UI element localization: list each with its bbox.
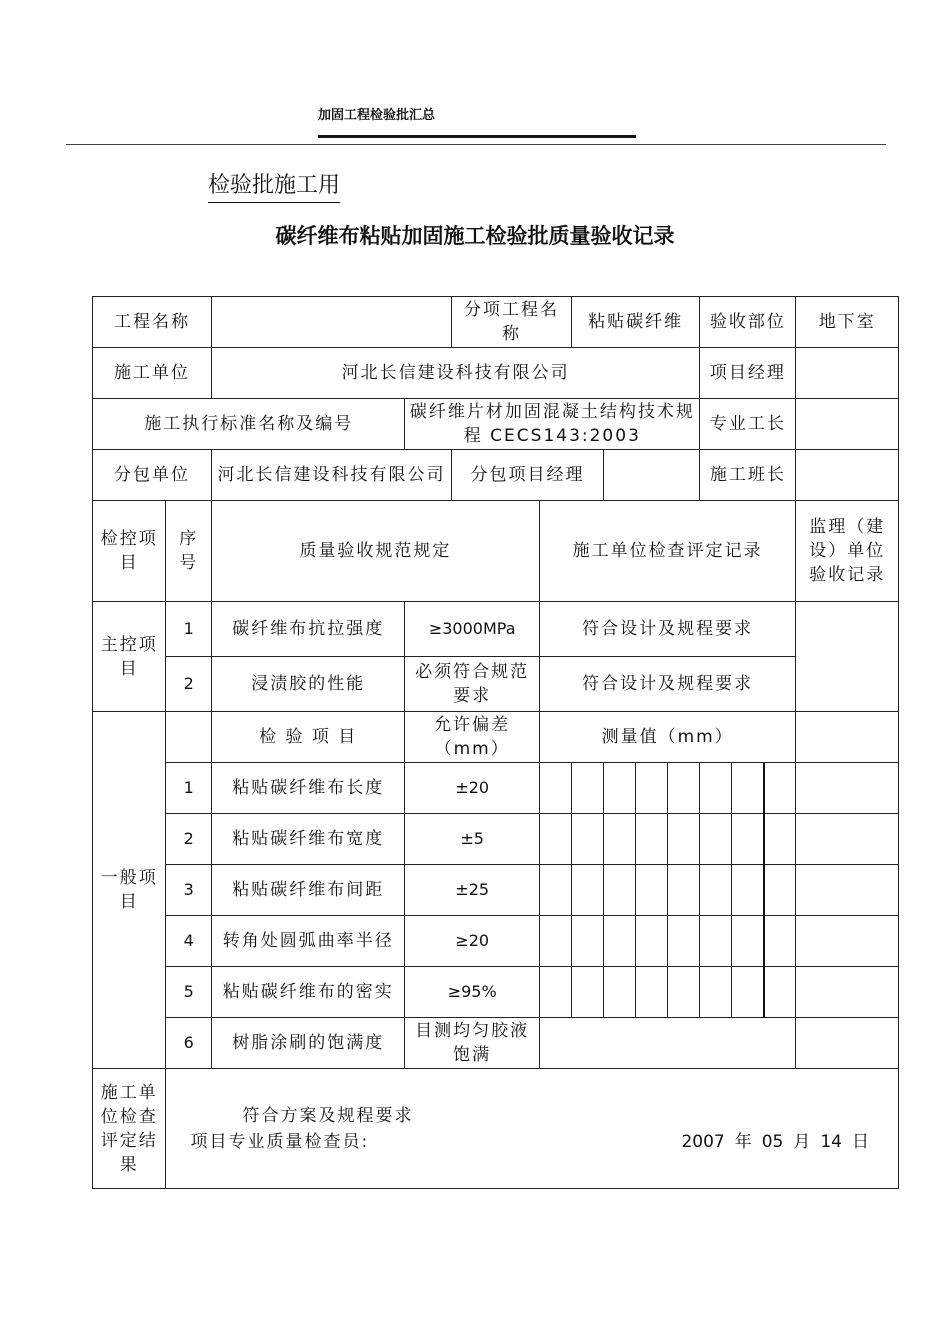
running-header: 加固工程检验批汇总: [318, 108, 436, 123]
check-item-header: 检控项目: [93, 501, 166, 602]
sub-project-label: 分项工程名称: [451, 297, 571, 348]
contractor-label: 施工单位: [93, 348, 212, 399]
general-supervisor-cell: [796, 814, 899, 865]
general-row: [93, 814, 899, 865]
general-row: [93, 916, 899, 967]
measure-cell: [764, 916, 796, 967]
main-control-label: 主控项目: [93, 602, 166, 712]
date-month: 05: [761, 1131, 784, 1152]
main-requirement-cell: ≥3000MPa: [405, 602, 539, 657]
measure-cell: [604, 865, 636, 916]
general-tolerance-cell: 目测均匀胶液饱满: [405, 1018, 539, 1069]
acceptance-part-label: 验收部位: [700, 297, 796, 348]
info-row-project: [93, 297, 899, 348]
measure-cell: [764, 967, 796, 1018]
seq-cell: 6: [166, 1018, 212, 1069]
general-row: [93, 865, 899, 916]
info-row-standard: [93, 399, 899, 450]
general-tolerance-cell: ±5: [405, 814, 539, 865]
team-leader-value: [796, 450, 899, 501]
page-title: 碳纤维布粘贴加固施工检验批质量验收记录: [275, 224, 675, 248]
main-item-cell: 碳纤维布抗拉强度: [211, 602, 404, 657]
general-supervisor-cell: [796, 1018, 899, 1069]
supervisor-header: 监理（建设）单位验收记录: [796, 501, 899, 602]
measure-cell: [539, 865, 571, 916]
measure-cell: [571, 967, 603, 1018]
general-tolerance-cell: ≥20: [405, 916, 539, 967]
measure-cell: [732, 814, 764, 865]
seq-cell: 2: [166, 814, 212, 865]
contractor-value: 河北长信建设科技有限公司: [211, 348, 699, 399]
measure-cell: [604, 967, 636, 1018]
measure-cell: [539, 814, 571, 865]
info-row-contractor: [93, 348, 899, 399]
measure-cell: [764, 865, 796, 916]
general-item-cell: 树脂涂刷的饱满度: [211, 1018, 404, 1069]
general-tolerance-cell: ≥95%: [405, 967, 539, 1018]
general-row: [93, 967, 899, 1018]
general-item-cell: 粘贴碳纤维布的密实: [211, 967, 404, 1018]
result-row: [93, 1069, 899, 1189]
general-measured-header: 测量值（mm）: [539, 712, 796, 763]
measure-cell: [732, 865, 764, 916]
measure-cell: [539, 916, 571, 967]
measure-cell: [604, 916, 636, 967]
measure-cell: [571, 763, 603, 814]
project-manager-value: [796, 348, 899, 399]
measure-cell: [700, 916, 732, 967]
foreman-label: 专业工长: [700, 399, 796, 450]
date-year: 2007: [681, 1131, 725, 1152]
column-header-row: [93, 501, 899, 602]
general-seq-blank: [166, 712, 212, 763]
spec-header: 质量验收规范规定: [211, 501, 539, 602]
general-header-row: [93, 712, 899, 763]
inspection-form: [92, 296, 899, 1189]
measure-cell: [732, 916, 764, 967]
project-name-value: [211, 297, 451, 348]
result-date: [676, 1130, 874, 1154]
main-control-row: [93, 602, 899, 657]
measure-cell: [636, 814, 668, 865]
measure-cell: [636, 763, 668, 814]
general-supervisor-cell: [796, 916, 899, 967]
general-supervisor-blank: [796, 712, 899, 763]
sub-manager-value: [604, 450, 700, 501]
project-name-label: 工程名称: [93, 297, 212, 348]
acceptance-part-value: 地下室: [796, 297, 899, 348]
date-year-unit: 年: [734, 1131, 752, 1152]
measure-cell: [668, 865, 700, 916]
main-control-row: [93, 657, 899, 712]
seq-header: 序号: [166, 501, 212, 602]
contractor-record-header: 施工单位检查评定记录: [539, 501, 796, 602]
standard-label: 施工执行标准名称及编号: [93, 399, 405, 450]
seq-cell: 4: [166, 916, 212, 967]
general-item-cell: 粘贴碳纤维布宽度: [211, 814, 404, 865]
measure-cell: [636, 865, 668, 916]
result-label: 施工单位检查评定结果: [93, 1069, 166, 1189]
inspector-label: 项目专业质量检查员:: [190, 1131, 370, 1152]
measure-cell: [604, 763, 636, 814]
info-row-subcontractor: [93, 450, 899, 501]
measure-cell: [700, 763, 732, 814]
measure-cell: [700, 865, 732, 916]
general-tolerance-header: 允许偏差（mm）: [405, 712, 539, 763]
measure-cell: [571, 865, 603, 916]
measure-cell: [668, 763, 700, 814]
measure-cell: [764, 814, 796, 865]
general-supervisor-cell: [796, 763, 899, 814]
seq-cell: 1: [166, 602, 212, 657]
subcontractor-label: 分包单位: [93, 450, 212, 501]
main-item-cell: 浸渍胶的性能: [211, 657, 404, 712]
main-record-cell: 符合设计及规程要求: [539, 657, 796, 712]
general-row: [93, 763, 899, 814]
subcontractor-value: 河北长信建设科技有限公司: [211, 450, 451, 501]
measure-cell: [571, 814, 603, 865]
standard-value: 碳纤维片材加固混凝土结构技术规程 CECS143:2003: [405, 399, 700, 450]
result-content: [166, 1069, 899, 1189]
measure-cell: [700, 967, 732, 1018]
seq-cell: 5: [166, 967, 212, 1018]
measure-cell: [636, 967, 668, 1018]
general-item-header: 检 验 项 目: [211, 712, 404, 763]
measure-cell: [700, 814, 732, 865]
general-item-cell: 转角处圆弧曲率半径: [211, 916, 404, 967]
subtitle: 检验批施工用: [208, 168, 340, 203]
sub-project-value: 粘贴碳纤维: [571, 297, 699, 348]
measure-cell: [668, 916, 700, 967]
general-supervisor-cell: [796, 967, 899, 1018]
general-item-cell: 粘贴碳纤维布长度: [211, 763, 404, 814]
general-tolerance-cell: ±20: [405, 763, 539, 814]
general-row: [93, 1018, 899, 1069]
main-record-cell: 符合设计及规程要求: [539, 602, 796, 657]
date-month-unit: 月: [793, 1131, 811, 1152]
general-supervisor-cell: [796, 865, 899, 916]
measure-cell: [732, 763, 764, 814]
measure-cell: [668, 967, 700, 1018]
main-supervisor-cell: [796, 602, 899, 712]
date-day: 14: [820, 1131, 842, 1152]
foreman-value: [796, 399, 899, 450]
sub-manager-label: 分包项目经理: [451, 450, 603, 501]
seq-cell: 1: [166, 763, 212, 814]
project-manager-label: 项目经理: [700, 348, 796, 399]
result-note: 符合方案及规程要求: [242, 1105, 414, 1126]
team-leader-label: 施工班长: [700, 450, 796, 501]
general-item-cell: 粘贴碳纤维布间距: [211, 865, 404, 916]
header-underline: [318, 135, 636, 138]
general-label: 一般项目: [93, 712, 166, 1069]
date-day-unit: 日: [852, 1131, 869, 1152]
general-record-blank: [539, 1018, 796, 1069]
main-requirement-cell: 必须符合规范要求: [405, 657, 539, 712]
measure-cell: [764, 763, 796, 814]
measure-cell: [636, 916, 668, 967]
measure-cell: [539, 967, 571, 1018]
seq-cell: 2: [166, 657, 212, 712]
measure-cell: [668, 814, 700, 865]
general-tolerance-cell: ±25: [405, 865, 539, 916]
measure-cell: [732, 967, 764, 1018]
measure-cell: [604, 814, 636, 865]
seq-cell: 3: [166, 865, 212, 916]
measure-cell: [539, 763, 571, 814]
measure-cell: [571, 916, 603, 967]
header-rule: [66, 144, 886, 145]
